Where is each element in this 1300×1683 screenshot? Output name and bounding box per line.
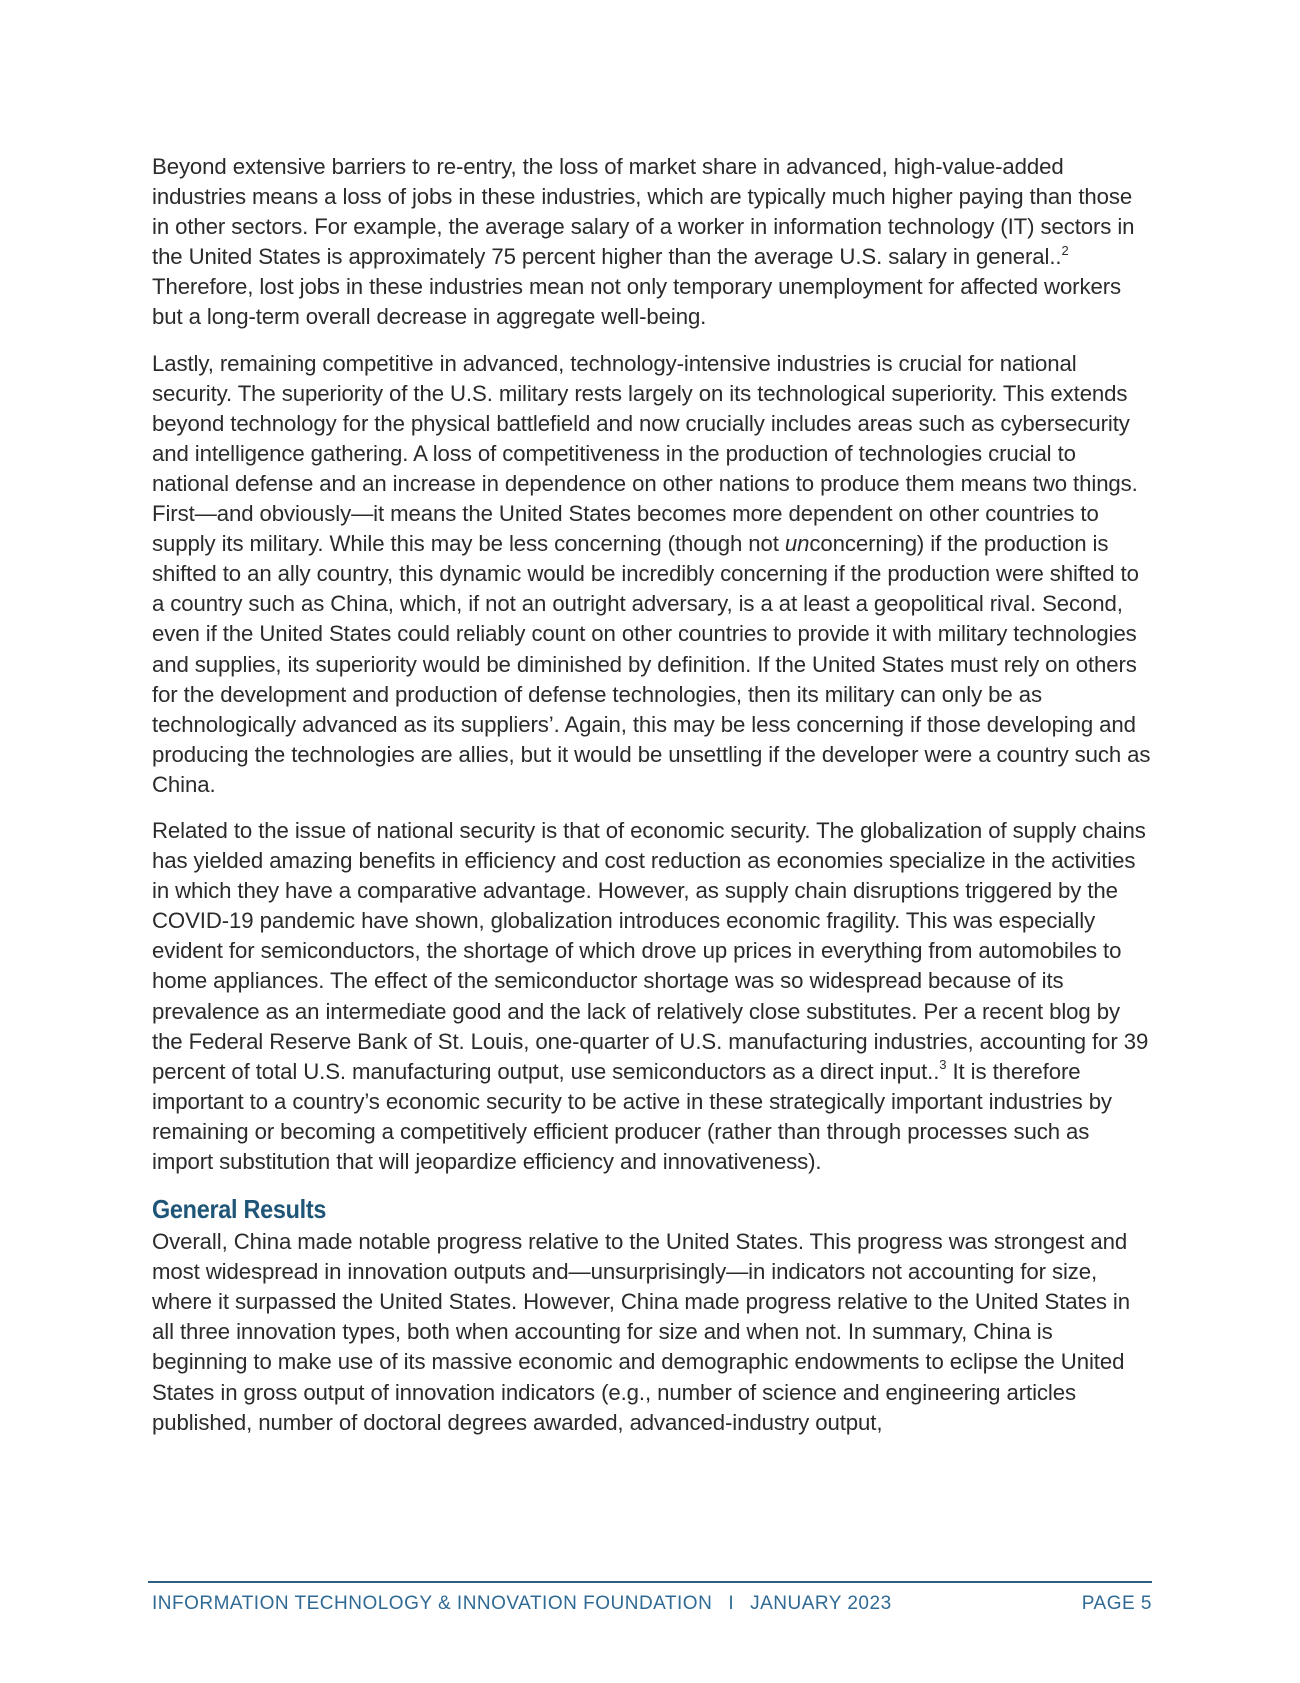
paragraph-job-losses-text-cont: Therefore, lost jobs in these industries mean not only temporary unemployment for affected workers but a long-term overall decrease in aggregate well-being.	[152, 274, 1121, 330]
footer-page-number: PAGE 5	[1081, 1593, 1152, 1614]
footer-organization: INFORMATION TECHNOLOGY & INNOVATION FOUNDATION	[152, 1593, 713, 1614]
page-footer	[152, 1592, 1152, 1616]
footnote-marker-3[interactable]: 3	[939, 1057, 947, 1073]
paragraph-national-security-text-cont: concerning) if the production is shifted to an ally country, this dynamic would be incredibly concerning if the production were shifted to a country such as China, which, if not an outright adversary, is a at least a geopolitical rival. Second, even if the United States could reliably count on other countries to provide it with military technologies and supplies, its superiority would be diminished by definition. If the United States must rely on others for the development and production of defense technologies, then its military can only be as technologically advanced as its suppliers’. Again, this may be less concerning if those developing and producing the technologies are allies, but it would be unsettling if the developer were a country such as China.	[152, 531, 1151, 797]
footer-divider	[148, 1581, 1152, 1583]
paragraph-job-losses	[152, 152, 1152, 333]
paragraph-job-losses-text: Beyond extensive barriers to re-entry, the loss of market share in advanced, high-value-added industries means a loss of jobs in these industries, which are typically much higher paying than those in other sectors. For example, the average salary of a worker in information technology (IT) sectors in the United States is approximately 75 percent higher than the average U.S. salary in general..	[152, 154, 1135, 270]
paragraph-economic-security	[152, 816, 1152, 1177]
paragraph-economic-security-text: Related to the issue of national security is that of economic security. The globalization of supply chains has yielded amazing benefits in efficiency and cost reduction as economies specialize in the activities in which they have a comparative advantage. However, as supply chain disruptions triggered by the COVID-19 pandemic have shown, globalization introduces economic fragility. This was especially evident for semiconductors, the shortage of which drove up prices in everything from automobiles to home appliances. The effect of the semiconductor shortage was so widespread because of its prevalence as an intermediate good and the lack of relatively close substitutes. Per a recent blog by the Federal Reserve Bank of St. Louis, one-quarter of U.S. manufacturing industries, accounting for 39 percent of total U.S. manufacturing output, use semiconductors as a direct input..	[152, 817, 1149, 1084]
paragraph-national-security-text: Lastly, remaining competitive in advanced, technology-intensive industries is crucial for national security. The superiority of the U.S. military rests largely on its technological superiority. This extends beyond technology for the physical battlefield and now crucially includes areas such as cybersecurity and intelligence gathering. A loss of competitiveness in the production of technologies crucial to national defense and an increase in dependence on other nations to produce them means two things. First—and obviously—it means the United States becomes more dependent on other countries to supply its military. While this may be less concerning (though not	[152, 350, 1138, 557]
footer-left	[152, 1592, 892, 1616]
paragraph-economic-security-text-cont: It is therefore important to a country’s economic security to be active in these strategically important industries by remaining or becoming a competitively efficient producer (rather than through processes such as import substitution that will jeopardize efficiency and innovativeness).	[152, 1058, 1112, 1174]
paragraph-general-results: Overall, China made notable progress relative to the United States. This progress was strongest and most widespread in innovation outputs and—unsurprisingly—in indicators not accounting for size, where it surpassed the United States. However, China made progress relative to the United States in all three innovation types, both when accounting for size and when not. In summary, China is beginning to make use of its massive economic and demographic endowments to eclipse the United States in gross output of innovation indicators (e.g., number of science and engineering articles published, number of doctoral degrees awarded, advanced-industry output,	[152, 1229, 1130, 1435]
footnote-marker-2[interactable]: 2	[1061, 242, 1069, 258]
section-heading-general-results: General Results	[152, 1194, 327, 1225]
page-content	[152, 152, 1152, 1438]
italic-emphasis: un	[784, 531, 810, 557]
footer-separator: I	[728, 1593, 735, 1614]
footer-date: JANUARY 2023	[750, 1593, 892, 1614]
paragraph-national-security	[152, 349, 1152, 800]
